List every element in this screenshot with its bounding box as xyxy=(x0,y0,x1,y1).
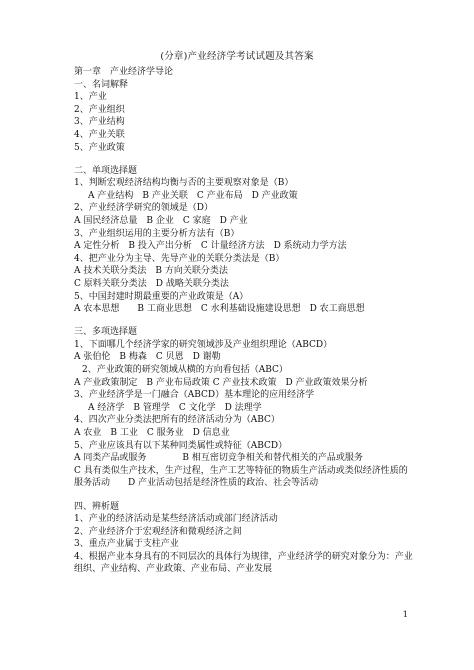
question-options: A 农本思想 B 工商业思想 C 水利基础设施建设思想 D 农工商思想 xyxy=(74,304,365,315)
question-text: 4、四次产业分类法把所有的经济活动分为（ABC） xyxy=(74,415,280,426)
chapter-heading: 第一章 产业经济学导论 xyxy=(74,67,174,77)
list-item: 3、产业结构 xyxy=(74,117,125,128)
question-text: 4、把产业分为主导、先导产业的关联分类法是（B） xyxy=(74,253,285,264)
question-options: A 产业政策制定 B 产业布局政策 C 产业技术政策 D 产业政策效果分析 xyxy=(74,377,368,388)
question-text: 5、产业应该具有以下某种同类属性或特征（ABCD） xyxy=(74,440,288,451)
question-options: A 定性分析 B 投入产出分析 C 计量经济方法 D 系统动力学方法 xyxy=(74,241,347,252)
list-item: 3、重点产业属于支柱产业 xyxy=(74,539,179,550)
question-options: A 同类产品或服务 B 相互密切竞争相关和替代相关的产品或服务 xyxy=(74,453,363,464)
question-options: A 国民经济总量 B 企业 C 家庭 D 产业 xyxy=(74,216,248,227)
question-options: A 经济学 B 管理学 C 文化学 D 法理学 xyxy=(88,402,262,413)
question-text: 5、中国封建时期最重要的产业政策是（A） xyxy=(74,291,249,302)
question-options: A 张伯伦 B 梅森 C 贝恩 D 谢勒 xyxy=(74,352,221,363)
question-text: 1、下面哪几个经济学家的研究领域涉及产业组织理论（ABCD） xyxy=(74,339,333,350)
list-item: 2、产业组织 xyxy=(74,104,125,115)
list-item: 1、产业 xyxy=(74,92,107,103)
question-options: A 产业结构 B 产业关联 C 产业布局 D 产业政策 xyxy=(88,190,298,201)
list-item: 1、产业的经济活动是某些经济活动或部门经济活动 xyxy=(74,514,278,525)
question-options: C 具有类似生产技术，生产过程，生产工艺等特征的物质生产活动或类似经济性质的服务活动 D 产业活动包括是经济性质的政治、社会等活动 xyxy=(74,465,408,489)
question-options: C 原料关联分类法 D 战略关联分类法 xyxy=(74,279,229,289)
page-number: 1 xyxy=(402,610,408,620)
list-item: 2、产业经济介于宏观经济和微观经济之间 xyxy=(74,526,242,537)
list-item: 4、产业关联 xyxy=(74,129,125,140)
section-heading-analysis: 四、辨析题 xyxy=(74,501,120,512)
section-heading-multiple-choice: 三、多项选择题 xyxy=(74,327,138,338)
question-text: 3、产业经济学是一门融合（ABCD）基本理论的应用经济学 xyxy=(74,390,315,401)
document-title: (分章)产业经济学考试试题及其答案 xyxy=(160,51,314,62)
list-item: 4、根据产业本身具有的不同层次的具体行为规律，产业经济学的研究对象分为：产业组织、产业结构、产业政策、产业布局、产业发展 xyxy=(74,551,413,575)
question-options: A 农业 B 工业 C 服务业 D 信息业 xyxy=(74,428,230,439)
list-item: 5、产业政策 xyxy=(74,142,125,153)
document-body xyxy=(74,60,414,576)
question-text: 2、产业经济学研究的领域是（D） xyxy=(74,203,213,214)
section-heading-single-choice: 二、单项选择题 xyxy=(74,165,138,176)
question-options: A 技术关联分类法 B 方向关联分类法 xyxy=(74,266,228,277)
question-text: 2、产业政策的研究领域从横的方向看包括（ABC） xyxy=(82,365,288,376)
question-text: 3、产业组织运用的主要分析方法有（B） xyxy=(74,228,240,239)
question-text: 1、判断宏观经济结构均衡与否的主要观察对象是（B） xyxy=(74,178,294,189)
section-heading-definitions: 一、名词解释 xyxy=(74,79,129,90)
